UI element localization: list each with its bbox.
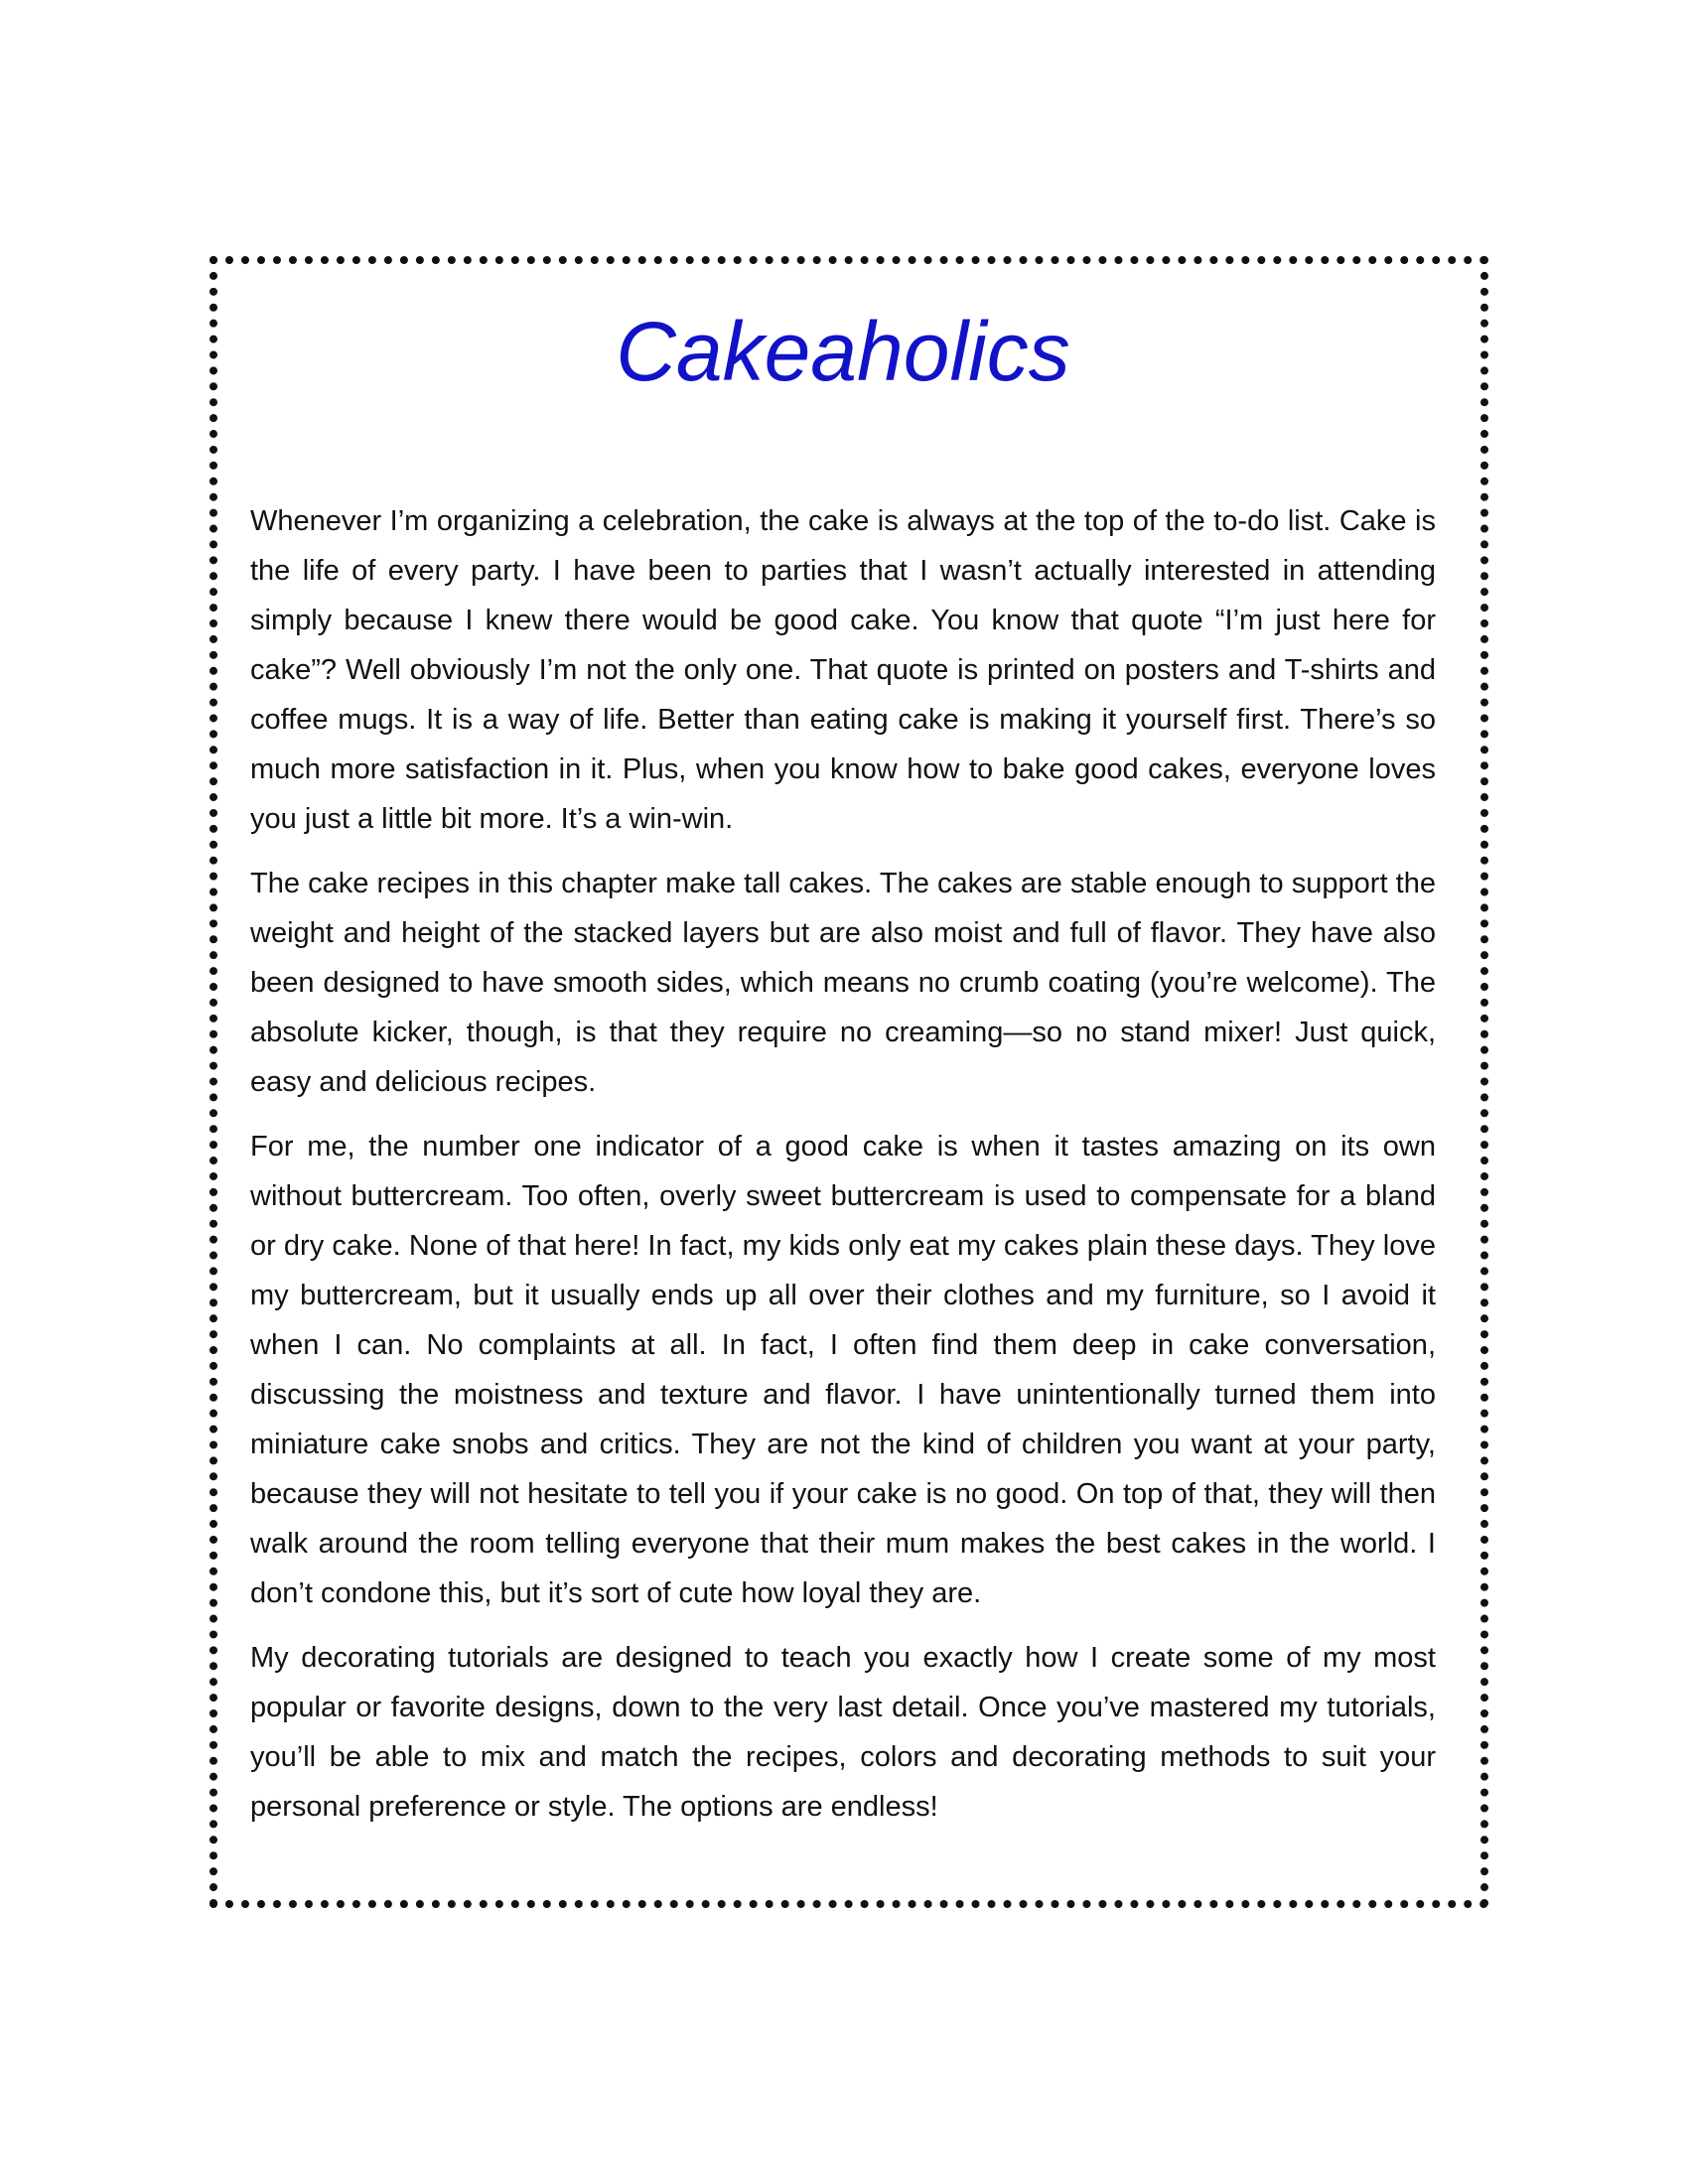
paragraph-4: My decorating tutorials are designed to teach you exactly how I create some of my most popular or favorite designs, down to the very last detail. Once you’ve mastered my tutorials, you’ll be able to mix and match the recipes, colors and decorating methods to suit your personal preference or style. The options are endless! bbox=[250, 1642, 1436, 1823]
paragraph-1: Whenever I’m organizing a celebration, the cake is always at the top of the to-do list. Cake is the life of every party. I have been to parties that I wasn’t actually interested in attending simply because I knew there would be good cake. You know that quote “I’m just here for cake”? Well obviously I’m not the only one. That quote is printed on posters and T-shirts and coffee mugs. It is a way of life. Better than eating cake is making it yourself first. There’s so much more satisfaction in it. Plus, when you know how to bake good cakes, everyone loves you just a little bit more. It’s a win-win. bbox=[250, 505, 1436, 835]
paragraph-3: For me, the number one indicator of a good cake is when it tastes amazing on its own without buttercream. Too often, overly sweet buttercream is used to compensate for a bland or dry cake. None of that here! In fact, my kids only eat my cakes plain these days. They love my buttercream, but it usually ends up all over their clothes and my furniture, so I avoid it when I can. No complaints at all. In fact, I often find them deep in cake conversation, discussing the moistness and texture and flavor. I have unintentionally turned them into miniature cake snobs and critics. They are not the kind of children you want at your party, because they will not hesitate to tell you if your cake is no good. On top of that, they will then walk around the room telling everyone that their mum makes the best cakes in the world. I don’t condone this, but it’s sort of cute how loyal they are. bbox=[250, 1131, 1436, 1609]
body-text bbox=[250, 496, 1436, 1832]
page-title: Cakeaholics bbox=[616, 305, 1070, 398]
page-content bbox=[250, 256, 1436, 1846]
paragraph-2: The cake recipes in this chapter make tall cakes. The cakes are stable enough to support the weight and height of the stacked layers but are also moist and full of flavor. They have also been designed to have smooth sides, which means no crumb coating (you’re welcome). The absolute kicker, though, is that they require no creaming—so no stand mixer! Just quick, easy and delicious recipes. bbox=[250, 868, 1436, 1098]
